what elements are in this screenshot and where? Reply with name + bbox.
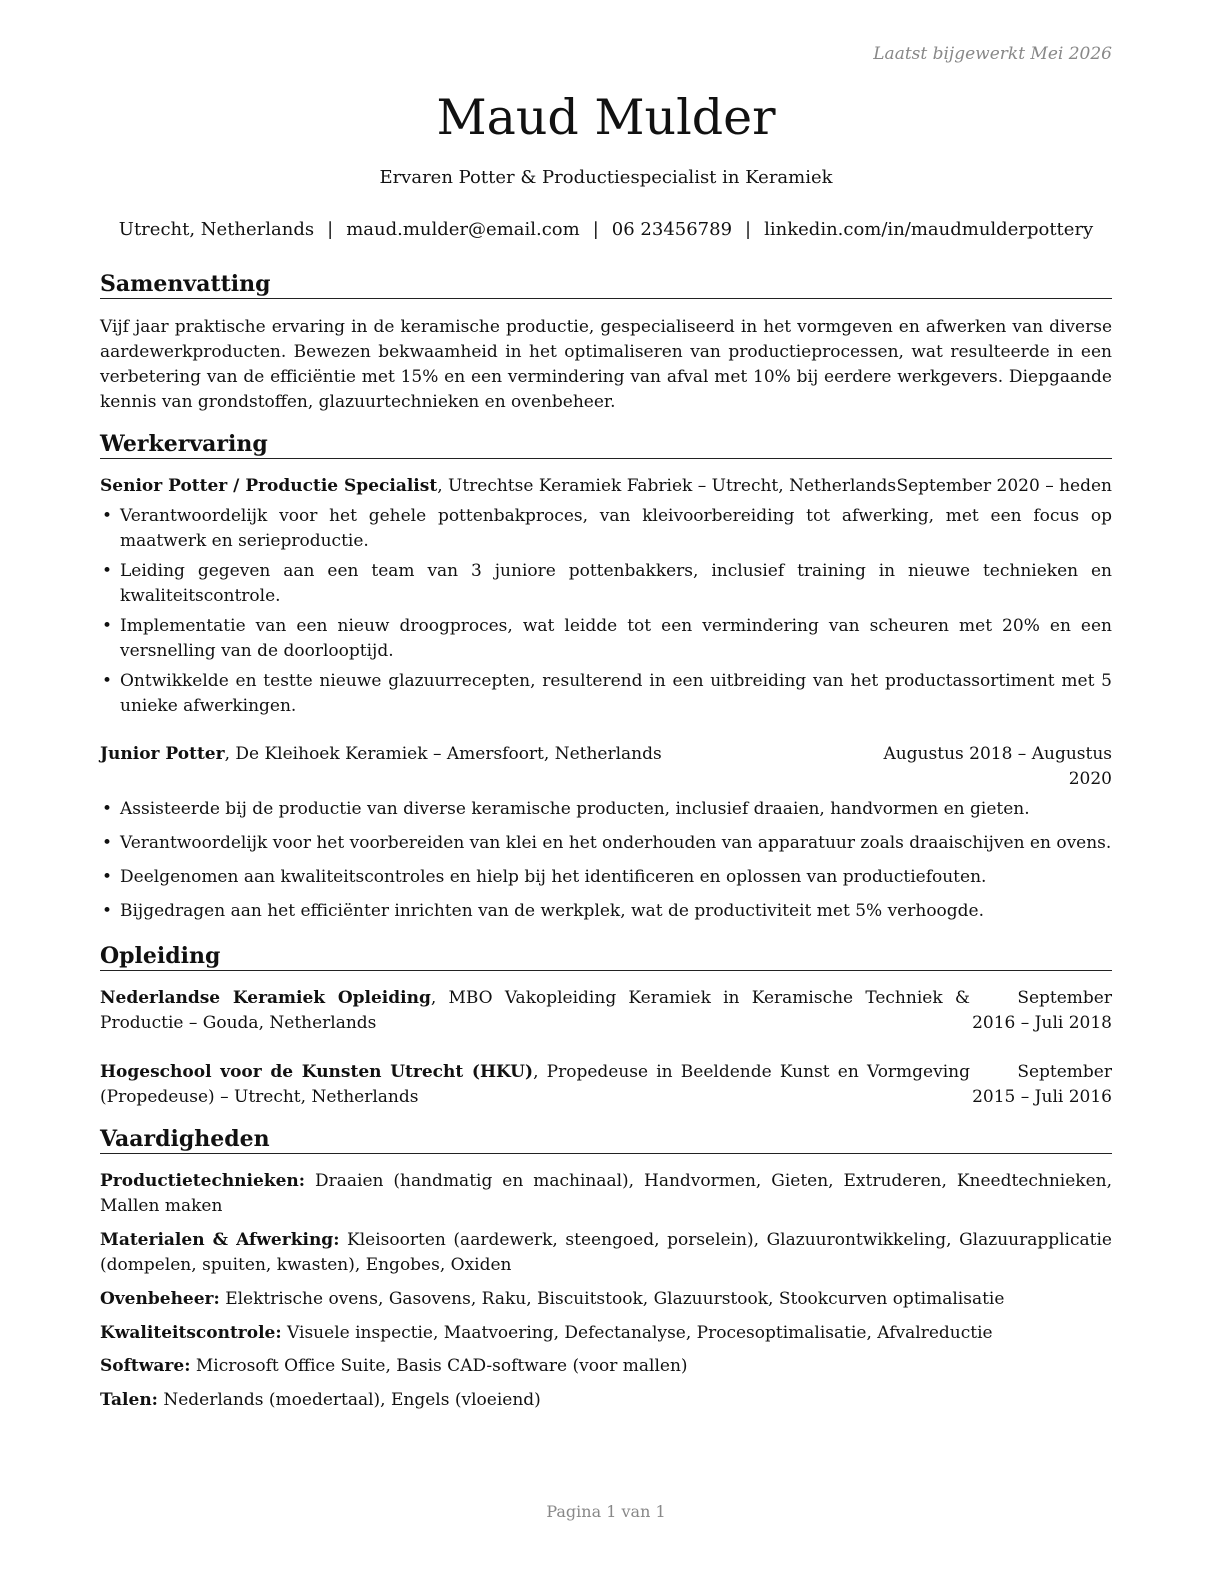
education-entry xyxy=(100,986,1112,1036)
list-item: • Deelgenomen aan kwaliteitscontroles en hielp bij het identificeren en oplossen van productiefouten. xyxy=(100,865,1112,890)
job-header xyxy=(100,742,1112,789)
education-date: September 2015 – Juli 2016 xyxy=(972,1062,1112,1107)
skill-label: Talen: xyxy=(100,1390,158,1410)
section-title-skills: Vaardigheden xyxy=(100,1126,1112,1154)
contact-line xyxy=(100,219,1112,240)
list-item: • Bijgedragen aan het efficiënter inrichten van de werkplek, wat de productiviteit met 5% verhoogde. xyxy=(100,899,1112,924)
last-updated: Laatst bijgewerkt Mei 2026 xyxy=(873,44,1112,64)
section-title-education: Opleiding xyxy=(100,943,1112,971)
skill-value: Nederlands (moedertaal), Engels (vloeiend) xyxy=(157,1390,541,1410)
job-date: Augustus 2018 – Augustus 2020 xyxy=(883,744,1112,789)
contact-linkedin[interactable]: linkedin.com/in/maudmulderpottery xyxy=(764,219,1094,240)
contact-separator: | xyxy=(327,219,334,240)
job-organization: , De Kleihoek Keramiek – Amersfoort, Netherlands xyxy=(224,744,662,764)
skill-row xyxy=(100,1287,1112,1312)
education-school: Nederlandse Keramiek Opleiding xyxy=(100,988,431,1008)
job-organization: , Utrechtse Keramiek Fabriek – Utrecht, Netherlands xyxy=(437,476,897,496)
education-school: Hogeschool voor de Kunsten Utrecht (HKU) xyxy=(100,1062,534,1082)
job-bullets xyxy=(100,797,1112,924)
section-title-summary: Samenvatting xyxy=(100,271,1112,299)
skill-label: Ovenbeheer: xyxy=(100,1289,220,1309)
page-footer: Pagina 1 van 1 xyxy=(546,1502,666,1521)
skill-row xyxy=(100,1354,1112,1379)
skill-label: Materialen & Afwerking: xyxy=(100,1230,340,1250)
candidate-name: Maud Mulder xyxy=(436,89,776,146)
skill-row xyxy=(100,1321,1112,1346)
contact-email[interactable]: maud.mulder@email.com xyxy=(346,219,580,240)
list-item: • Ontwikkelde en testte nieuwe glazuurrecepten, resulterend in een uitbreiding van het productassortiment met 5 unieke afwerkingen. xyxy=(100,669,1112,719)
contact-separator: | xyxy=(592,219,599,240)
skill-row xyxy=(100,1388,1112,1413)
skill-row xyxy=(100,1228,1112,1278)
contact-separator: | xyxy=(745,219,752,240)
education-description: , Propedeuse in Beeldende Kunst en Vormgeving (Propedeuse) – Utrecht, Netherlands xyxy=(100,1062,970,1107)
skill-label: Software: xyxy=(100,1356,191,1376)
list-item: • Leiding gegeven aan een team van 3 juniore pottenbakkers, inclusief training in nieuwe technieken en kwaliteitscontrole. xyxy=(100,559,1112,609)
list-item: • Assisteerde bij de productie van diverse keramische producten, inclusief draaien, handvormen en gieten. xyxy=(100,797,1112,822)
job-title: Junior Potter xyxy=(100,744,225,764)
skill-row xyxy=(100,1169,1112,1219)
education-date: September 2016 – Juli 2018 xyxy=(972,988,1112,1033)
job-bullets xyxy=(100,504,1112,719)
education-entry xyxy=(100,1060,1112,1110)
education-description: , MBO Vakopleiding Keramiek in Keramische Techniek & Productie – Gouda, Netherlands xyxy=(100,988,970,1033)
skill-value: Kleisoorten (aardewerk, steengoed, porselein), Glazuurontwikkeling, Glazuurapplicatie (dompelen, spuiten, kwasten), Engobes, Oxiden xyxy=(100,1230,1112,1275)
skill-label: Kwaliteitscontrole: xyxy=(100,1323,282,1343)
skill-value: Elektrische ovens, Gasovens, Raku, Biscuitstook, Glazuurstook, Stookcurven optimalisatie xyxy=(219,1289,1005,1309)
job-date: September 2020 – heden xyxy=(896,476,1112,496)
skill-value: Visuele inspectie, Maatvoering, Defectanalyse, Procesoptimalisatie, Afvalreductie xyxy=(281,1323,993,1343)
contact-location: Utrecht, Netherlands xyxy=(118,219,315,240)
skill-label: Productietechnieken: xyxy=(100,1171,306,1191)
job-title: Senior Potter / Productie Specialist xyxy=(100,476,438,496)
contact-phone: 06 23456789 xyxy=(611,219,733,240)
list-item: • Verantwoordelijk voor het voorbereiden van klei en het onderhouden van apparatuur zoals draaischijven en ovens. xyxy=(100,831,1112,856)
job-header xyxy=(100,474,1112,499)
skill-value: Draaien (handmatig en machinaal), Handvormen, Gieten, Extruderen, Kneedtechnieken, Mallen maken xyxy=(100,1171,1112,1216)
skill-value: Microsoft Office Suite, Basis CAD-software (voor mallen) xyxy=(190,1356,688,1376)
list-item: • Implementatie van een nieuw droogproces, wat leidde tot een vermindering van scheuren met 20% en een versnelling van de doorlooptijd. xyxy=(100,614,1112,664)
candidate-subtitle: Ervaren Potter & Productiespecialist in Keramiek xyxy=(379,167,833,188)
resume-page xyxy=(100,0,1112,1584)
list-item: • Verantwoordelijk voor het gehele pottenbakproces, van kleivoorbereiding tot afwerking, met een focus op maatwerk en serieproductie. xyxy=(100,504,1112,554)
summary-text: Vijf jaar praktische ervaring in de keramische productie, gespecialiseerd in het vormgeven en afwerken van diverse aardewerkproducten. Bewezen bekwaamheid in het optimaliseren van productieprocessen, wat resulteerde in een verbetering van de efficiëntie met 15% en een vermindering van afval met 10% bij eerdere werkgevers. Diepgaande kennis van grondstoffen, glazuurtechnieken en ovenbeheer. xyxy=(100,317,1112,412)
section-title-experience: Werkervaring xyxy=(100,431,1112,459)
